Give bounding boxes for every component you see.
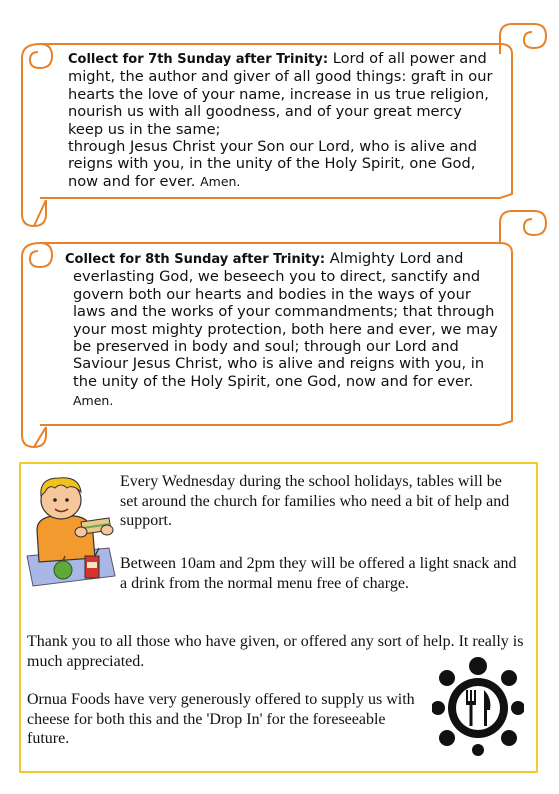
collect-7-heading: Collect for 7th Sunday after Trinity: [68, 52, 329, 67]
collect-7-text [68, 50, 518, 190]
collect-8-text [65, 250, 525, 410]
collect-8-line-1-text: Almighty Lord and [329, 250, 464, 267]
collect-7-line-8 [68, 173, 518, 190]
collect-8-line-1 [65, 250, 525, 268]
collect-7-line-3: hearts the love of your name, increase in us true religion, [68, 85, 489, 103]
notice-paragraph-1: Every Wednesday during the school holidays, tables will be set around the church for families who need a bit of help and support. [120, 473, 510, 530]
collect-7-line-8-text: now and for ever. [68, 172, 196, 190]
notice-paragraph-3: Thank you to all those who have given, or offered any sort of help. It really is much appreciated. [27, 633, 524, 670]
collect-8-line-3: govern both our hearts and bodies in the ways of your [73, 285, 471, 303]
notice-paragraph-2: Between 10am and 2pm they will be offered a light snack and a drink from the normal menu free of charge. [120, 555, 517, 592]
collect-8-line-5: your most mighty protection, both here and ever, we may [73, 320, 498, 338]
notice-paragraph-4: Ornua Foods have very generously offered to supply us with cheese for both this and the 'Drop In' for the foreseeable future. [27, 691, 415, 748]
collect-8-line-4: laws and the works of your commandments; that through [73, 303, 495, 321]
collect-7-line-6: through Jesus Christ your Son our Lord, who is alive and [68, 138, 478, 156]
collect-8-line-7: Saviour Jesus Christ, who is alive and reigns with you, in [73, 355, 485, 373]
collect-7-line-1-text: Lord of all power and [332, 50, 487, 67]
collect-8-amen: Amen. [73, 393, 114, 409]
collect-8-line-6: be preserved in body and soul; through our Lord and [73, 338, 459, 356]
collect-7-scroll [0, 14, 559, 230]
holiday-support-notice [19, 462, 538, 773]
collect-7-line-5: keep us in the same; [68, 120, 221, 138]
collect-7-amen: Amen. [200, 173, 241, 189]
collect-7-line-2: might, the author and giver of all good things: graft in our [68, 68, 493, 86]
collect-7-line-7: reigns with you, in the unity of the Holy Spirit, one God, [68, 155, 476, 173]
child-eating-clipart-icon [23, 472, 117, 588]
collect-7-line-4: nourish us with all goodness, and of your great mercy [68, 103, 462, 121]
collect-8-line-8: the unity of the Holy Spirit, one God, now and for ever. [73, 372, 474, 390]
collect-8-scroll [0, 209, 559, 449]
collect-7-line-1 [68, 50, 518, 68]
collect-8-heading: Collect for 8th Sunday after Trinity: [65, 252, 326, 267]
collect-8-line-2: everlasting God, we beseech you to direct, sanctify and [73, 268, 481, 286]
people-around-table-icon [432, 656, 524, 756]
